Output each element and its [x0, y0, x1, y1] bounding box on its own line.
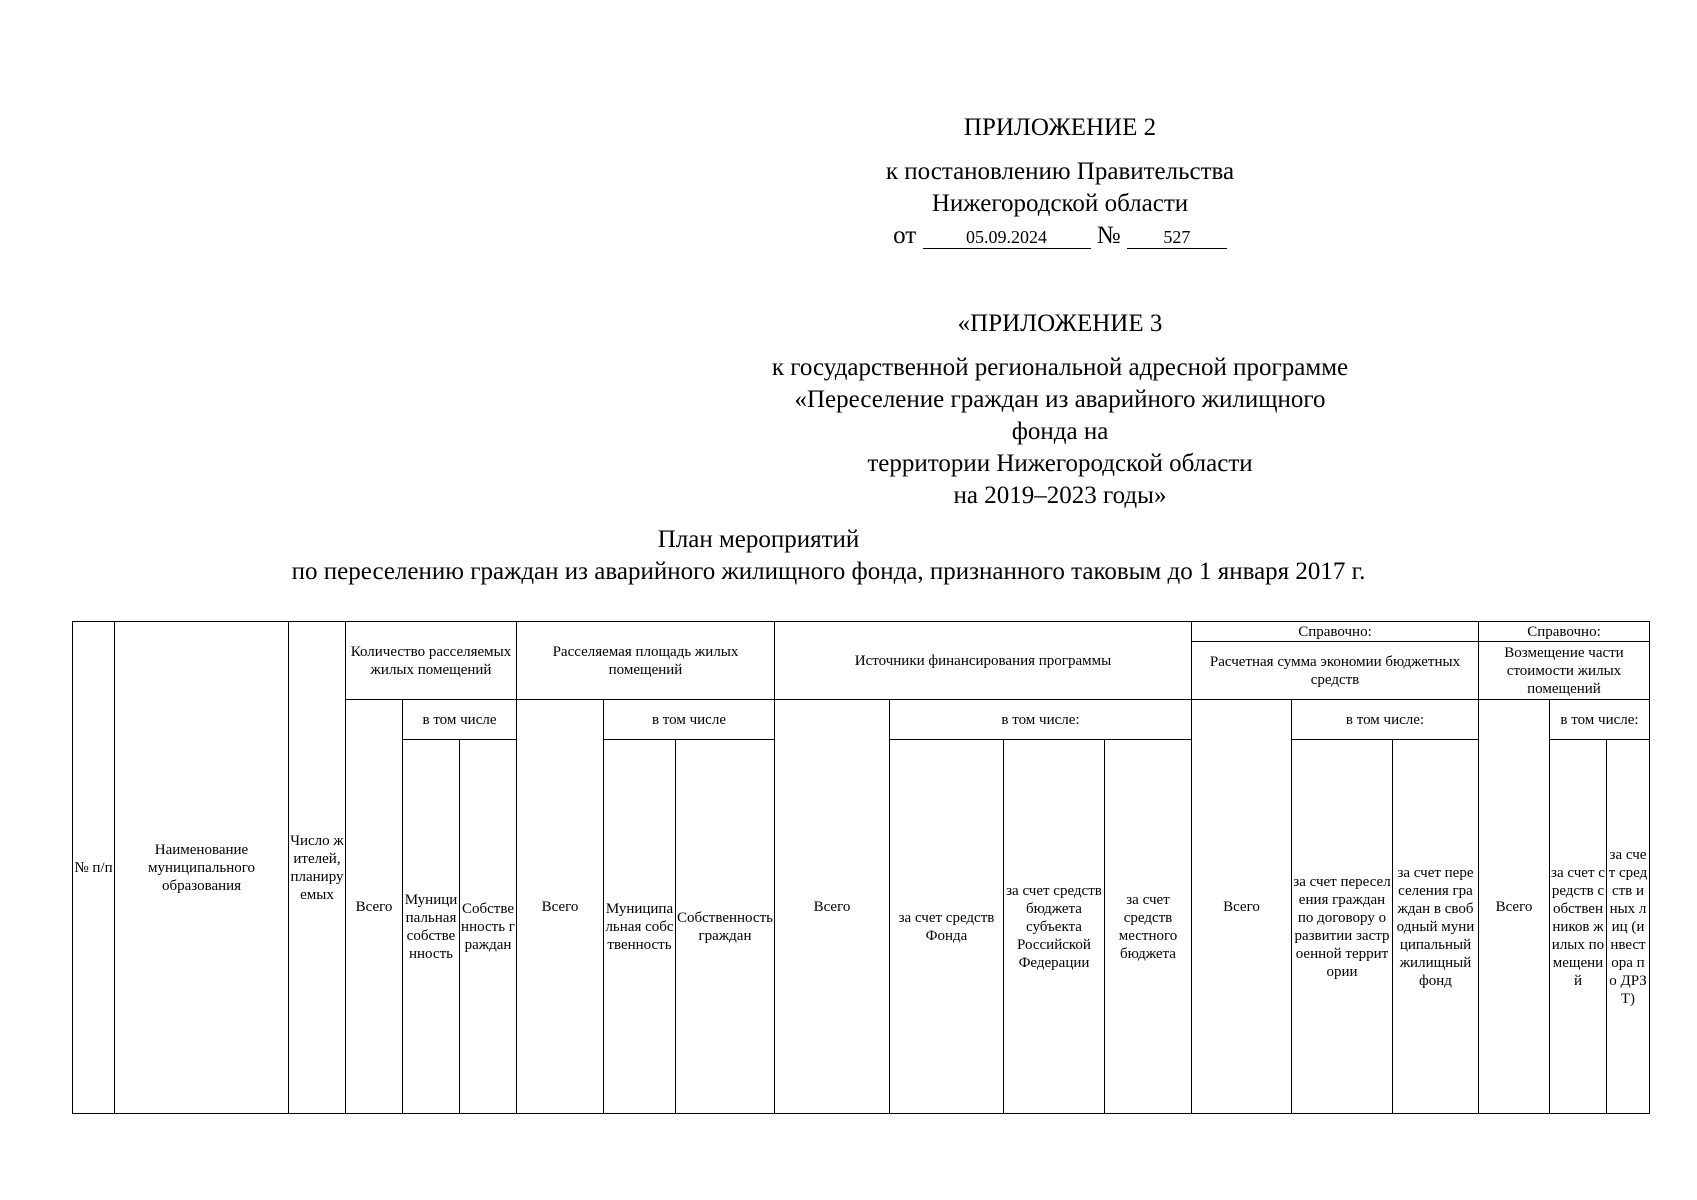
group-rooms-header: Количество расселяемых жилых помещений: [346, 622, 517, 700]
appendix-2-date-line: [760, 220, 1360, 252]
plan-title: План мероприятий: [657, 526, 860, 553]
rooms-citizens-header: Собственность граждан: [460, 740, 517, 1114]
reference-compensation-label: Справочно:: [1478, 622, 1649, 642]
compensation-incl-header: в том числе:: [1549, 700, 1649, 740]
savings-free-fund-header: за счет переселения граждан в свободный муниципальный жилищный фонд: [1392, 740, 1478, 1114]
funding-total-header: Всего: [774, 700, 889, 1114]
area-citizens-header: Собственность граждан: [676, 740, 775, 1114]
appendix-2-title: ПРИЛОЖЕНИЕ 2: [963, 114, 1157, 141]
savings-development-header: за счет переселения граждан по договору о развитии застроенной территории: [1291, 740, 1392, 1114]
reference-savings-label: Справочно:: [1191, 622, 1478, 642]
rooms-municipal-header: Муниципальная собственность: [403, 740, 460, 1114]
area-incl-header: в том числе: [604, 700, 775, 740]
number-prefix: №: [1096, 222, 1121, 249]
appendix-2-line-1: к постановлению Правительства: [885, 158, 1235, 185]
group-savings-header: Расчетная сумма экономии бюджетных средств: [1191, 642, 1478, 700]
program-appendix-title: «ПРИЛОЖЕНИЕ 3: [957, 310, 1163, 337]
group-area-header: Расселяемая площадь жилых помещений: [517, 622, 775, 700]
area-municipal-header: Муниципальная собственность: [604, 740, 676, 1114]
rooms-total-header: Всего: [346, 700, 403, 1114]
funding-incl-header: в том числе:: [889, 700, 1191, 740]
savings-incl-header: в том числе:: [1291, 700, 1478, 740]
funding-fund-header: за счет средств Фонда: [889, 740, 1003, 1114]
col-municipality-header: Наименование муниципального образования: [115, 622, 289, 1114]
area-total-header: Всего: [517, 700, 604, 1114]
compensation-other-header: за счет средств иных лиц (инвестора по ДРЗТ): [1606, 740, 1649, 1114]
group-compensation-header: Возмещение части стоимости жилых помещений: [1478, 642, 1649, 700]
compensation-total-header: Всего: [1478, 700, 1549, 1114]
program-appendix-line-3: территории Нижегородской области: [867, 450, 1253, 477]
decree-date: 05.09.2024: [923, 226, 1091, 249]
appendix-2-block: [760, 112, 1360, 252]
program-appendix-line-2: «Переселение граждан из аварийного жилищного фонда на: [794, 386, 1326, 445]
funding-local-header: за счет средств местного бюджета: [1104, 740, 1191, 1114]
program-appendix-line-4: на 2019–2023 годы»: [953, 482, 1167, 509]
plan-table: [72, 621, 1650, 1114]
group-funding-header: Источники финансирования программы: [774, 622, 1191, 700]
funding-regional-header: за счет средств бюджета субъекта Российской Федерации: [1003, 740, 1104, 1114]
decree-number: 527: [1127, 226, 1227, 249]
appendix-2-line-2: Нижегородской области: [931, 190, 1189, 217]
compensation-owners-header: за счет средств собственников жилых помещений: [1549, 740, 1606, 1114]
program-appendix-block: [760, 308, 1360, 512]
program-appendix-line-1: к государственной региональной адресной программе: [771, 354, 1349, 381]
col-number-header: № п/п: [73, 622, 115, 1114]
savings-total-header: Всего: [1191, 700, 1291, 1114]
plan-subtitle: по переселению граждан из аварийного жилищного фонда, признанного таковым до 1 января 2017 г.: [291, 558, 1366, 585]
rooms-incl-header: в том числе: [403, 700, 517, 740]
col-residents-header: Число жителей, планируемых: [289, 622, 346, 1114]
date-prefix: от: [893, 222, 917, 249]
